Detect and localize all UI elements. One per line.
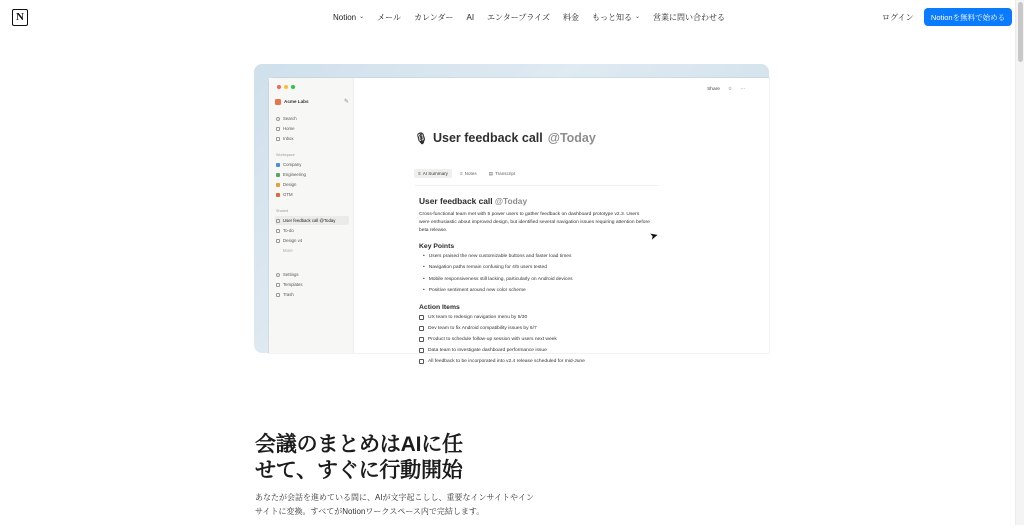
page-title xyxy=(414,131,596,145)
sidebar-item-more[interactable] xyxy=(275,246,349,255)
sidebar-item-label: Search xyxy=(283,116,297,121)
meeting-notes-block xyxy=(414,168,662,368)
tab-label: Notes xyxy=(464,171,477,176)
todo-text: All feedback to be incorporated into v2.4 release scheduled for mid-June xyxy=(428,359,585,365)
new-page-icon[interactable]: ✎ xyxy=(343,99,349,105)
headline-line: 会議のまとめはAIに任 xyxy=(255,433,463,456)
todo-text: Data team to investigate dashboard performance issue xyxy=(428,348,547,354)
sidebar-item-label: Design v4 xyxy=(283,238,303,243)
action-items-list xyxy=(419,312,655,367)
todo-item xyxy=(419,356,655,367)
sidebar-item-label: Inbox xyxy=(283,136,294,141)
summary-title xyxy=(419,196,655,206)
sidebar-item-label: User feedback call @Today xyxy=(283,218,336,223)
mockup-sidebar xyxy=(269,78,354,353)
nav-item-pricing[interactable] xyxy=(563,12,579,23)
description-line: サイトに変換。すべてがNotionワークスペース内で完結します。 xyxy=(255,507,485,516)
workspace-name: Acme Labs xyxy=(284,99,309,104)
gtm-icon xyxy=(276,193,280,197)
summary-title-mention: @Today xyxy=(494,196,528,206)
sidebar-item-engineering[interactable] xyxy=(275,170,349,179)
sidebar-item-label: More xyxy=(283,248,293,253)
sidebar-item-design[interactable] xyxy=(275,180,349,189)
start-free-button[interactable]: Notionを無料で始める xyxy=(924,8,1012,26)
sidebar-item-inbox[interactable] xyxy=(275,134,349,143)
todo-item xyxy=(419,345,655,356)
sidebar-item-trash[interactable] xyxy=(275,290,349,299)
nav-item-label: エンタープライズ xyxy=(487,12,551,22)
workspace-switcher[interactable] xyxy=(275,98,349,105)
section-headline xyxy=(255,432,495,484)
chevron-down-icon: ⌄ xyxy=(635,13,641,20)
tab-transcript[interactable] xyxy=(485,169,520,179)
sidebar-item-user-feedback-call[interactable] xyxy=(275,216,349,225)
engineering-icon xyxy=(276,173,280,177)
workspace-avatar xyxy=(275,99,281,105)
top-navigation xyxy=(0,0,1015,34)
design-icon xyxy=(276,183,280,187)
main-nav xyxy=(333,0,725,34)
star-icon[interactable]: ☆ xyxy=(727,87,733,92)
maximize-dot-icon xyxy=(291,85,295,89)
page-icon xyxy=(276,239,280,243)
nav-item-label: カレンダー xyxy=(414,12,454,22)
key-points-heading: Key Points xyxy=(419,243,455,250)
checkbox[interactable] xyxy=(419,348,424,353)
page-icon xyxy=(276,219,280,223)
home-icon xyxy=(276,127,280,131)
page-title-text: User feedback call xyxy=(432,131,543,145)
more-options-icon[interactable]: ··· xyxy=(740,87,745,92)
tab-label: Transcript xyxy=(495,171,516,176)
sidebar-item-templates[interactable] xyxy=(275,280,349,289)
page-icon xyxy=(276,229,280,233)
chevron-down-icon: ⌄ xyxy=(359,13,365,20)
checkbox[interactable] xyxy=(419,359,424,364)
todo-item xyxy=(419,334,655,345)
sidebar-item-gtm[interactable] xyxy=(275,190,349,199)
nav-item-learn-more[interactable] xyxy=(592,12,640,23)
tab-label: AI Summary xyxy=(422,171,448,176)
sidebar-item-label: Settings xyxy=(283,272,299,277)
list-item: • Navigation paths remain confusing for 4/5 users tested xyxy=(419,262,655,273)
shared-section-heading: Shared xyxy=(276,209,289,213)
nav-item-label: メール xyxy=(377,12,401,22)
sidebar-item-label: Home xyxy=(283,126,295,131)
sidebar-item-label: Trash xyxy=(283,292,294,297)
sidebar-item-company[interactable] xyxy=(275,160,349,169)
hero-product-mockup xyxy=(254,64,769,365)
mouse-cursor-icon: ➤ xyxy=(648,230,660,243)
close-dot-icon xyxy=(277,85,281,89)
nav-item-label: 料金 xyxy=(563,12,580,22)
todo-item xyxy=(419,323,655,334)
transcript-icon: ▤ xyxy=(488,170,494,176)
gear-icon xyxy=(276,273,280,277)
key-points-list xyxy=(419,251,655,296)
checkbox[interactable] xyxy=(419,315,424,320)
sidebar-item-label: Company xyxy=(283,162,302,167)
todo-text: Product to schedule follow-up session with users next week xyxy=(428,337,557,343)
section-description xyxy=(255,491,555,519)
ai-summary-icon: ≡ xyxy=(418,171,421,176)
nav-item-notion[interactable] xyxy=(333,13,364,22)
minimize-dot-icon xyxy=(284,85,288,89)
nav-item-label: もっと知る xyxy=(592,12,633,22)
nav-item-label: 営業に問い合わせる xyxy=(653,12,726,22)
summary-title-text: User feedback call xyxy=(419,196,493,206)
templates-icon xyxy=(276,283,280,287)
tab-notes[interactable] xyxy=(456,169,481,178)
page-title-mention: @Today xyxy=(547,131,596,145)
sidebar-item-home[interactable] xyxy=(275,124,349,133)
nav-item-label: Notion xyxy=(333,12,357,22)
checkbox[interactable] xyxy=(419,326,424,331)
sidebar-item-search[interactable] xyxy=(275,114,349,123)
nav-item-contact-sales[interactable] xyxy=(653,12,725,23)
workspace-section-heading: Workspace xyxy=(276,153,295,157)
todo-text: UX team to redesign navigation menu by 5/30 xyxy=(428,315,528,321)
nav-item-calendar[interactable] xyxy=(414,12,453,23)
window-controls xyxy=(277,85,295,89)
todo-item xyxy=(419,312,655,323)
company-icon xyxy=(276,163,280,167)
notes-icon: ≡ xyxy=(459,171,463,176)
more-icon xyxy=(276,249,280,253)
microphone-icon: 🎙 xyxy=(414,132,428,145)
trash-icon xyxy=(276,293,280,297)
inbox-icon xyxy=(276,137,280,141)
list-item: • Positive sentiment around new color scheme xyxy=(419,285,655,296)
summary-paragraph: Cross-functional team met with 5 power users to gather feedback on dashboard prototype v2.3. Users were enthusiastic about improved design, but identified several navigation issues requiring attention before beta release. xyxy=(419,212,650,233)
list-item: • Users praised the new customizable buttons and faster load times xyxy=(419,251,655,262)
action-items-heading: Action Items xyxy=(419,304,460,312)
page-scrollbar[interactable] xyxy=(1015,0,1024,525)
notion-logo-icon[interactable]: N xyxy=(12,9,28,26)
sidebar-item-label: To-do xyxy=(283,228,294,233)
checkbox[interactable] xyxy=(419,337,424,342)
share-button[interactable]: Share xyxy=(707,87,720,92)
sidebar-item-design-v4[interactable] xyxy=(275,236,349,245)
sidebar-item-label: Templates xyxy=(283,282,303,287)
nav-item-enterprise[interactable] xyxy=(487,12,550,23)
scrollbar-thumb[interactable] xyxy=(1018,2,1023,62)
tab-ai-summary[interactable] xyxy=(414,169,452,178)
todo-text: Dev team to fix Android compatibility issues by 6/7 xyxy=(428,326,537,332)
sidebar-item-to-do[interactable] xyxy=(275,226,349,235)
document-actions xyxy=(707,87,745,92)
ai-summary-content xyxy=(415,185,659,370)
nav-item-ai[interactable] xyxy=(466,13,474,22)
headline-line: せて、すぐに行動開始 xyxy=(255,459,463,482)
nav-item-mail[interactable] xyxy=(377,12,401,23)
list-item: • Mobile responsiveness still lacking, particularly on Android devices xyxy=(419,274,655,285)
sidebar-item-label: GTM xyxy=(283,192,293,197)
sidebar-item-label: Design xyxy=(283,182,297,187)
login-link[interactable]: ログイン xyxy=(882,13,914,22)
sidebar-item-settings[interactable] xyxy=(275,270,349,279)
app-window xyxy=(269,78,769,365)
search-icon xyxy=(276,117,280,121)
notes-tabs xyxy=(414,168,662,179)
sidebar-item-label: Engineering xyxy=(283,172,306,177)
nav-item-label: AI xyxy=(466,12,475,22)
description-line: あなたが会話を進めている間に、AIが文字起こしし、重要なインサイトやイン xyxy=(255,493,534,502)
